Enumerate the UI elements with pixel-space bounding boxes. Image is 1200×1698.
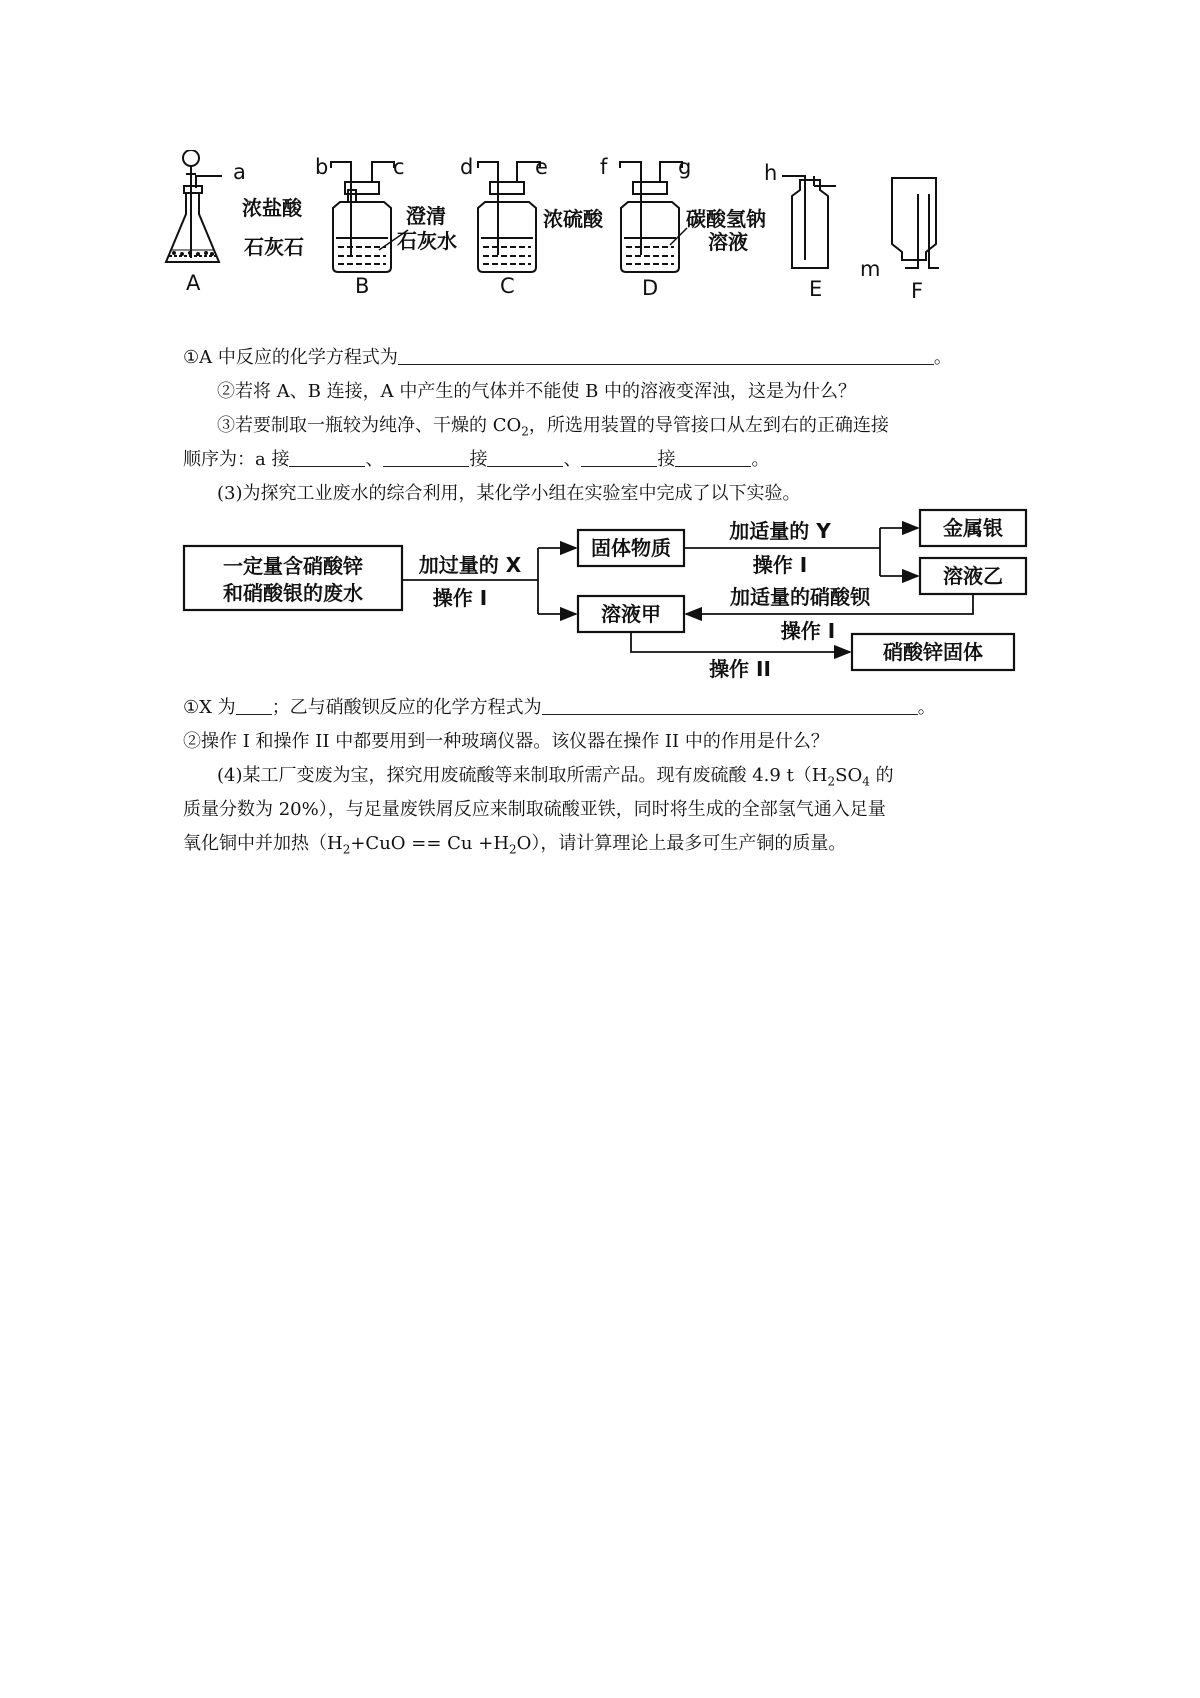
reagent-nahco3-1: 碳酸氢钠: [686, 207, 766, 231]
q4-line1-c: 的: [869, 765, 894, 786]
apparatus-a-flask: [166, 150, 222, 262]
flow-silver-label: 金属银: [943, 516, 1003, 540]
device-label-b: B: [355, 274, 370, 298]
device-label-a: A: [186, 271, 201, 295]
device-label-e: E: [809, 277, 823, 301]
q2-connect-blank-2[interactable]: [383, 448, 469, 467]
port-label-e: e: [535, 155, 548, 179]
q4-line1-b: SO: [835, 765, 863, 786]
port-label-g: g: [678, 155, 692, 179]
reagent-conc-hcl: 浓盐酸: [242, 196, 302, 220]
apparatus-d-bottle: [620, 162, 687, 272]
q3-item1-text-a: ①X 为: [183, 697, 236, 718]
q2-connect-blank-1[interactable]: [289, 448, 365, 467]
flow-yi-label: 溶液乙: [943, 564, 1003, 588]
device-label-f: F: [911, 279, 924, 303]
reagent-limewater-2: 石灰水: [397, 229, 457, 253]
q2-end: 。: [751, 449, 770, 470]
flow-arrow4-bottom-label: 操作 II: [709, 657, 771, 681]
q4-line3-b: +CuO == Cu +H: [350, 833, 510, 854]
port-label-d: d: [460, 155, 474, 179]
flow-solid-label: 固体物质: [591, 536, 671, 560]
q4-line3-sub2: 2: [509, 842, 517, 857]
q4-line1-sub1: 2: [827, 774, 836, 789]
q3-item1-end: 。: [917, 697, 936, 718]
q2-item3-order-label: 顺序为：a 接: [183, 449, 290, 470]
q2-sep-2: 接: [469, 449, 488, 470]
q2-item2: ②若将 A、B 连接，A 中产生的气体并不能使 B 中的溶液变浑浊，这是为什么？: [217, 381, 857, 402]
q3-equation-blank[interactable]: [542, 696, 918, 715]
port-label-b: b: [315, 155, 329, 179]
q3-item1: [183, 691, 1013, 725]
apparatus-e-bottle: [782, 176, 836, 268]
q2-connect-blank-5[interactable]: [675, 448, 751, 467]
device-label-c: C: [500, 274, 515, 298]
q2-connect-blank-4[interactable]: [581, 448, 657, 467]
flow-arrow2-bottom-label: 操作 I: [752, 553, 808, 577]
q3-x-blank[interactable]: [236, 696, 272, 715]
q4-line2: 质量分数为 20%），与足量废铁屑反应来制取硫酸亚铁，同时将生成的全部氢气通入足量: [183, 799, 886, 820]
port-label-c: c: [393, 155, 405, 179]
q2-item1-text: ①A 中反应的化学方程式为: [183, 347, 398, 368]
q4-line1-sub2: 4: [862, 774, 870, 789]
q2-connect-blank-3[interactable]: [487, 448, 563, 467]
flow-start-line1: 一定量含硝酸锌: [223, 554, 363, 578]
q4-line3: [183, 827, 1013, 867]
q4-line1-a: (4)某工厂变废为宝，探究用废硫酸等来制取所需产品。现有废硫酸 4.9 t（H: [217, 765, 828, 786]
port-label-h: h: [764, 161, 778, 185]
reagent-conc-h2so4: 浓硫酸: [543, 207, 603, 231]
flow-arrow3-top-label: 加适量的硝酸钡: [730, 585, 870, 609]
reagent-limewater-1: 澄清: [406, 204, 446, 228]
q2-item3-text-a: ③若要制取一瓶较为纯净、干燥的 CO: [217, 415, 522, 436]
q2-item3-sub: 2: [521, 424, 529, 439]
q3-intro: (3)为探究工业废水的综合利用，某化学小组在实验室中完成了以下实验。: [217, 483, 801, 504]
apparatus-c-bottle: [478, 162, 540, 272]
flow-arrow1-top-label: 加过量的 X: [418, 553, 522, 577]
q2-item3-text-b: ，所选用装置的导管接口从左到右的正确连接: [528, 415, 889, 436]
flow-start-line2: 和硝酸银的废水: [223, 581, 363, 605]
q2-item1-blank[interactable]: [398, 346, 934, 365]
q3-item2: ②操作 I 和操作 II 中都要用到一种玻璃仪器。该仪器在操作 II 中的作用是什么？: [183, 731, 829, 752]
flow-arrow2-top-label: 加适量的 Y: [729, 519, 831, 543]
q2-item1-end: 。: [933, 347, 952, 368]
q2-item3-line2: [183, 443, 1013, 477]
flow-jia-label: 溶液甲: [601, 602, 661, 626]
q4-line3-c: O），请计算理论上最多可生产铜的质量。: [516, 833, 847, 854]
apparatus-figure: [160, 150, 1060, 335]
q4-line3-sub1: 2: [342, 842, 351, 857]
flow-zinc-label: 硝酸锌固体: [883, 640, 983, 664]
flow-chart: [180, 500, 1040, 690]
reagent-nahco3-2: 溶液: [708, 230, 748, 254]
port-label-f: f: [600, 155, 608, 179]
q2-sep-3: 、: [563, 449, 582, 470]
port-label-a: a: [233, 160, 246, 184]
q3-item1-text-b: ；乙与硝酸钡反应的化学方程式为: [271, 697, 542, 718]
flow-arrow1-bottom-label: 操作 I: [432, 586, 488, 610]
q2-sep-1: 、: [365, 449, 384, 470]
q2-item1: [183, 341, 1013, 375]
q2-sep-4: 接: [657, 449, 676, 470]
port-label-m: m: [860, 257, 881, 281]
device-label-d: D: [642, 276, 659, 300]
flow-arrow3-bottom-label: 操作 I: [780, 619, 836, 643]
apparatus-f-bottle: [892, 178, 939, 268]
q4-line3-a: 氧化铜中并加热（H: [183, 833, 343, 854]
reagent-limestone: 石灰石: [244, 235, 304, 259]
